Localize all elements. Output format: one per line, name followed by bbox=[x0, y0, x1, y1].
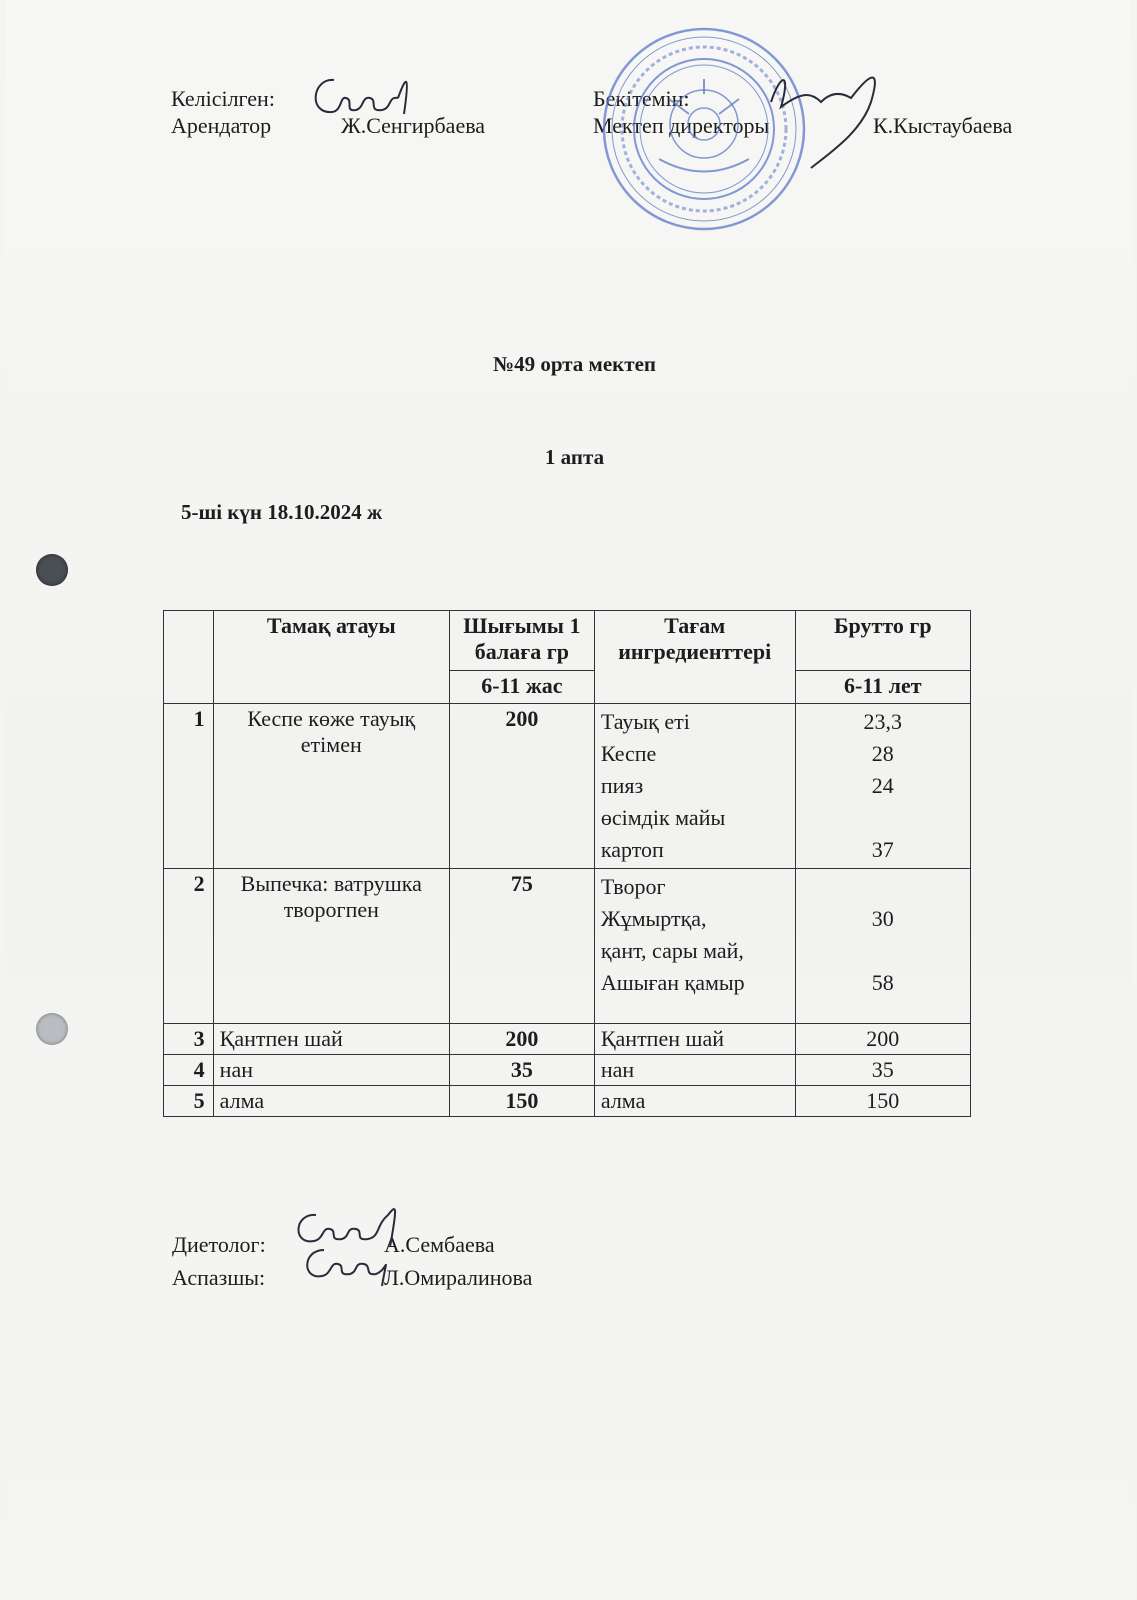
header-brutto-age: 6-11 лет bbox=[795, 671, 970, 704]
school-title: №49 орта мектеп bbox=[492, 352, 657, 376]
director-signature bbox=[751, 62, 891, 172]
ingredient: Творог bbox=[600, 874, 666, 899]
brutto-cell bbox=[795, 869, 970, 1024]
header-yield-age: 6-11 жас bbox=[449, 671, 594, 704]
table-row bbox=[164, 1024, 971, 1055]
approve-label: Бекітемін: bbox=[593, 86, 690, 111]
ingredients-cell bbox=[594, 869, 795, 1024]
dish-name: Кеспе көже тауық етімен bbox=[213, 704, 449, 869]
table-row bbox=[164, 1086, 971, 1117]
brutto-value: 200 bbox=[795, 1024, 970, 1055]
brutto-value bbox=[802, 935, 964, 967]
table-header-row bbox=[164, 611, 971, 671]
ingredient: алма bbox=[594, 1086, 795, 1117]
director-role: Мектеп директоры bbox=[593, 113, 770, 138]
brutto-cell bbox=[795, 704, 970, 869]
header-ingredients: Тағам ингредиенттері bbox=[594, 611, 795, 704]
ingredient: Ашыған қамыр bbox=[600, 970, 745, 995]
row-number: 2 bbox=[164, 869, 214, 1024]
table-row bbox=[164, 1055, 971, 1086]
dietitian-name: А.Сембаева bbox=[384, 1232, 495, 1257]
brutto-value bbox=[802, 802, 964, 834]
yield-value: 200 bbox=[449, 704, 594, 869]
row-number: 5 bbox=[164, 1086, 214, 1117]
brutto-value: 28 bbox=[871, 741, 894, 766]
tenant-name: Ж.Сенгирбаева bbox=[341, 113, 486, 138]
ingredient: Кеспе bbox=[600, 741, 657, 766]
binder-hole bbox=[36, 1013, 68, 1045]
header-yield: Шығымы 1 балаға гр bbox=[449, 611, 594, 671]
binder-hole bbox=[36, 554, 68, 586]
brutto-value: 150 bbox=[795, 1086, 970, 1117]
week-title: 1 апта bbox=[544, 445, 605, 469]
dietitian-role: Диетолог: bbox=[172, 1232, 266, 1257]
brutto-value: 23,3 bbox=[863, 709, 903, 734]
yield-value: 75 bbox=[449, 869, 594, 1024]
ingredient: өсімдік майы bbox=[600, 805, 726, 830]
brutto-value bbox=[802, 871, 964, 903]
ingredients-cell bbox=[594, 704, 795, 869]
ingredient: картоп bbox=[600, 837, 664, 862]
menu-table bbox=[163, 610, 971, 1117]
row-number: 3 bbox=[164, 1024, 214, 1055]
row-number: 4 bbox=[164, 1055, 214, 1086]
ingredient: Тауық еті bbox=[600, 709, 690, 734]
brutto-value: 58 bbox=[871, 970, 894, 995]
document-page bbox=[6, 0, 1131, 1600]
brutto-value: 24 bbox=[871, 773, 894, 798]
ingredient: нан bbox=[594, 1055, 795, 1086]
row-number: 1 bbox=[164, 704, 214, 869]
yield-value: 150 bbox=[449, 1086, 594, 1117]
day-date: 5-ші күн 18.10.2024 ж bbox=[181, 500, 383, 524]
brutto-value: 35 bbox=[795, 1055, 970, 1086]
yield-value: 35 bbox=[449, 1055, 594, 1086]
ingredient: Жұмыртқа, bbox=[600, 906, 707, 931]
brutto-value: 37 bbox=[871, 837, 894, 862]
dish-name: нан bbox=[213, 1055, 449, 1086]
dish-name: Выпечка: ватрушка творогпен bbox=[213, 869, 449, 1024]
table-row bbox=[164, 869, 971, 1024]
tenant-role: Арендатор bbox=[171, 113, 272, 138]
dish-name: Қантпен шай bbox=[213, 1024, 449, 1055]
tenant-signature bbox=[302, 66, 422, 126]
cook-name: Л.Омиралинова bbox=[384, 1265, 533, 1290]
ingredient: Қантпен шай bbox=[594, 1024, 795, 1055]
header-dish: Тамақ атауы bbox=[213, 611, 449, 704]
ingredient: қант, сары май, bbox=[600, 938, 744, 963]
header-num bbox=[164, 611, 214, 704]
header-brutto: Брутто гр bbox=[795, 611, 970, 671]
director-name: К.Кыстаубаева bbox=[873, 113, 1013, 138]
cook-role: Аспазшы: bbox=[172, 1265, 266, 1290]
brutto-value: 30 bbox=[871, 906, 894, 931]
agreed-label: Келісілген: bbox=[171, 86, 275, 111]
table-row bbox=[164, 704, 971, 869]
dish-name: алма bbox=[213, 1086, 449, 1117]
ingredient: пияз bbox=[600, 773, 644, 798]
yield-value: 200 bbox=[449, 1024, 594, 1055]
cook-signature bbox=[296, 1240, 406, 1290]
